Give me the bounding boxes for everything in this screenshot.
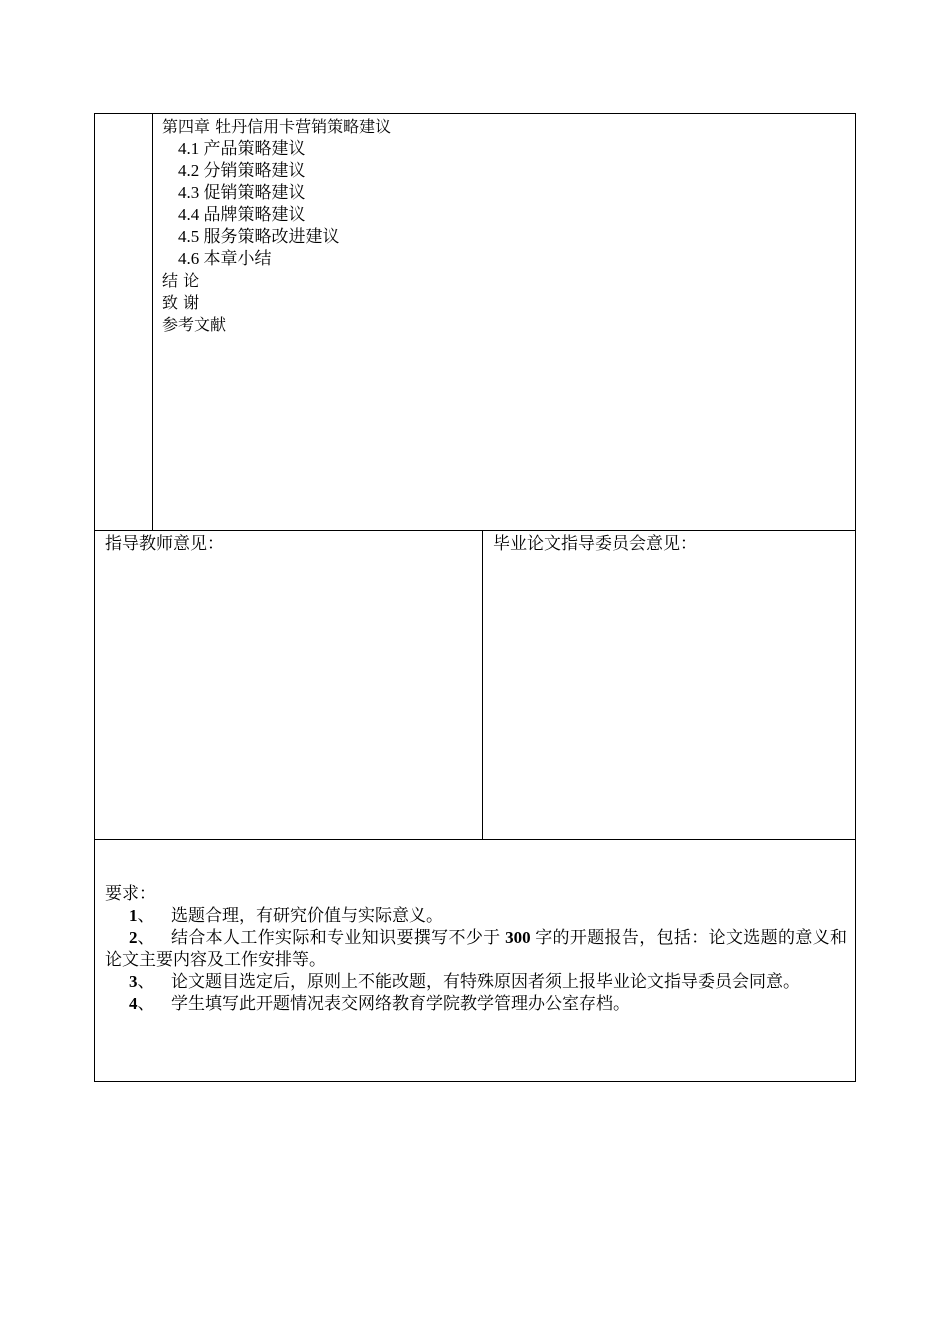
toc-conclusion: 结 论 (162, 271, 200, 290)
toc-section-label: 分销策略建议 (203, 161, 306, 180)
table-of-contents-section (95, 114, 855, 531)
toc-list (162, 116, 847, 336)
requirement-text: 学生填写此开题情况表交网络教育学院教学管理办公室存档。 (171, 994, 630, 1013)
toc-references: 参考文献 (162, 315, 227, 334)
requirement-text: 选题合理，有研究价值与实际意义。 (171, 906, 443, 925)
requirements-body (105, 883, 847, 1015)
requirement-index: 3、 (129, 972, 155, 991)
requirement-item-3 (105, 971, 847, 993)
toc-section-label: 促销策略建议 (203, 183, 306, 202)
requirement-word-count: 300 (505, 928, 531, 947)
toc-section-4-2 (162, 160, 847, 182)
requirement-item-1 (105, 905, 847, 927)
toc-section-4-1 (162, 138, 847, 160)
requirement-text-after: 字的开题报告，包括：论文选题的意义和论文主要内容及工作安排等。 (105, 928, 848, 969)
requirement-item-4 (105, 993, 847, 1015)
requirements-section (95, 840, 855, 1081)
committee-opinion-label: 毕业论文指导委员会意见： (493, 534, 697, 553)
toc-section-label: 品牌策略建议 (203, 205, 306, 224)
requirement-item-2 (105, 927, 847, 971)
toc-acknowledgements: 致 谢 (162, 293, 200, 312)
toc-section-number: 4.4 (178, 205, 200, 224)
toc-section-number: 4.1 (178, 139, 200, 158)
advisor-opinion-cell (95, 531, 483, 839)
requirement-index: 4、 (129, 994, 155, 1013)
toc-label-column (95, 114, 153, 530)
toc-section-4-5 (162, 226, 847, 248)
requirements-title: 要求： (105, 884, 156, 903)
toc-section-label: 本章小结 (203, 249, 272, 268)
opinions-section (95, 531, 855, 840)
toc-section-4-3 (162, 182, 847, 204)
toc-section-4-4 (162, 204, 847, 226)
toc-section-number: 4.6 (178, 249, 200, 268)
toc-section-4-6 (162, 248, 847, 270)
proposal-form-table (94, 113, 856, 1082)
toc-section-number: 4.2 (178, 161, 200, 180)
toc-section-number: 4.3 (178, 183, 200, 202)
requirement-text: 论文题目选定后，原则上不能改题，有特殊原因者须上报毕业论文指导委员会同意。 (171, 972, 800, 991)
toc-section-label: 产品策略建议 (203, 139, 306, 158)
advisor-opinion-label: 指导教师意见： (105, 534, 224, 553)
toc-section-label: 服务策略改进建议 (203, 227, 340, 246)
requirement-index: 1、 (129, 906, 155, 925)
requirement-index: 2、 (129, 928, 155, 947)
committee-opinion-cell (483, 531, 855, 839)
requirement-text-before: 结合本人工作实际和专业知识要撰写不少于 (171, 928, 501, 947)
toc-chapter-4: 第四章 牡丹信用卡营销策略建议 (162, 117, 392, 136)
toc-section-number: 4.5 (178, 227, 200, 246)
